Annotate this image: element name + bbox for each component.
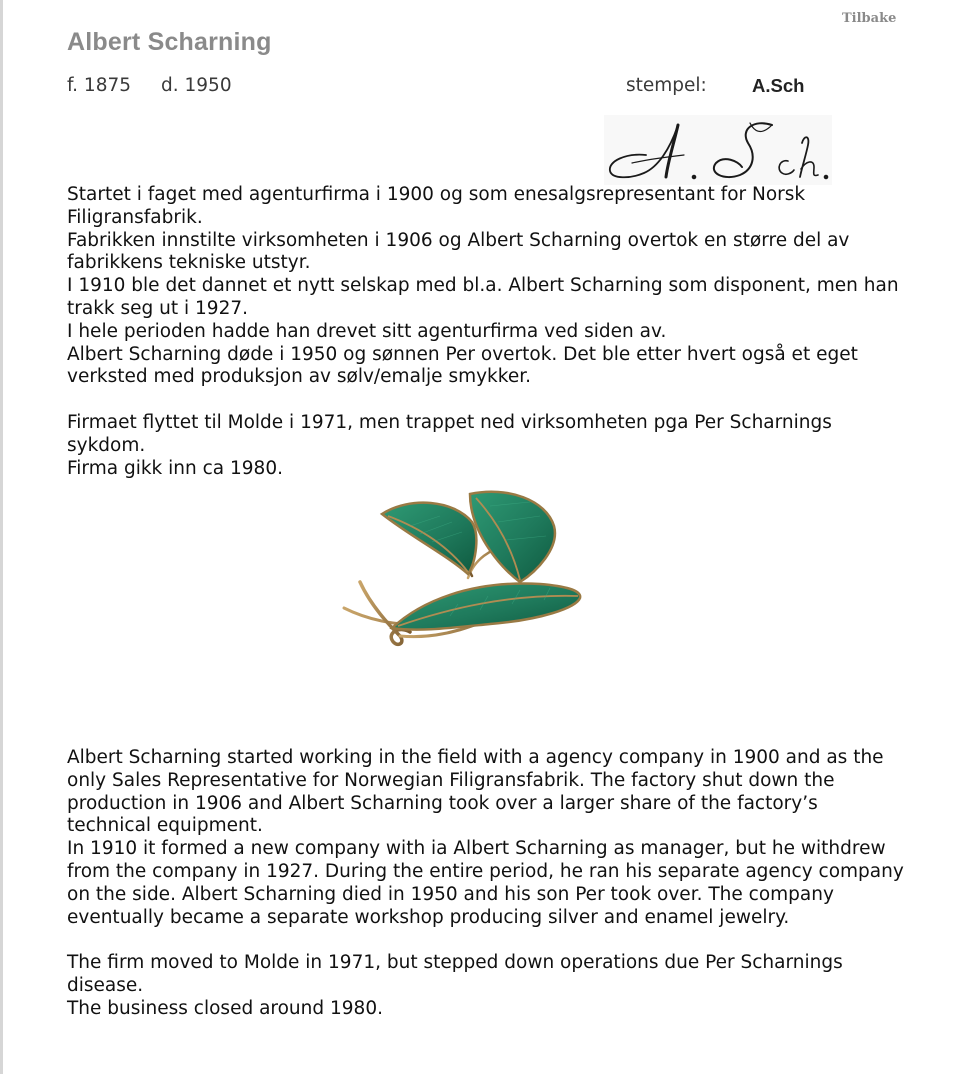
norwegian-description bbox=[67, 184, 907, 480]
birth-year: f. 1875 bbox=[67, 75, 132, 96]
paragraph: Startet i faget med agenturfirma i 1900 og som enesalgsrepresentant for Norsk Filigransfabrik. bbox=[67, 184, 806, 228]
paragraph: Firmaet flyttet til Molde i 1971, men trappet ned virksomheten pga Per Scharnings sykdom. bbox=[67, 411, 832, 456]
paragraph: The business closed around 1980. bbox=[67, 997, 383, 1019]
makers-mark-signature-image bbox=[604, 115, 832, 185]
paragraph: Albert Scharning døde i 1950 og sønnen Per overtok. Det ble etter hvert også et eget verksted med produksjon av sølv/emalje smykker. bbox=[67, 343, 858, 388]
paragraph: Fabrikken innstilte virksomheten i 1906 og Albert Scharning overtok en større del av fabrikkens tekniske utstyr. bbox=[67, 229, 850, 274]
paragraph: The firm moved to Molde in 1971, but stepped down operations due Per Scharnings disease. bbox=[67, 952, 843, 996]
paragraph: I 1910 ble det dannet et nytt selskap med bl.a. Albert Scharning som disponent, men han trakk seg ut i 1927. bbox=[67, 275, 899, 319]
death-year: d. 1950 bbox=[161, 75, 232, 96]
stamp-value: A.Sch bbox=[752, 75, 805, 96]
paragraph: I hele perioden hadde han drevet sitt agenturfirma ved siden av. bbox=[67, 320, 667, 342]
english-description bbox=[67, 747, 907, 1021]
leaf-brooch-image bbox=[340, 486, 585, 658]
paragraph: Albert Scharning started working in the field with a agency company in 1900 and as the only Sales Representative for Norwegian Filigransfabrik. The factory shut down the production in 1906 and Albert Scharning took over a larger share of the factory’s technical equipment. bbox=[67, 747, 884, 837]
stamp-label: stempel: bbox=[626, 75, 707, 96]
left-border bbox=[0, 0, 3, 1074]
paragraph: In 1910 it formed a new company with ia Albert Scharning as manager, but he withdrew from the company in 1927. During the entire period, he ran his separate agency company on the side. Albert Scharning died in 1950 and his son Per took over. The company eventually became a separate workshop producing silver and enamel jewelry. bbox=[67, 838, 904, 928]
paragraph: Firma gikk inn ca 1980. bbox=[67, 457, 283, 479]
back-link[interactable]: Tilbake bbox=[842, 11, 897, 26]
page-title: Albert Scharning bbox=[67, 28, 272, 56]
